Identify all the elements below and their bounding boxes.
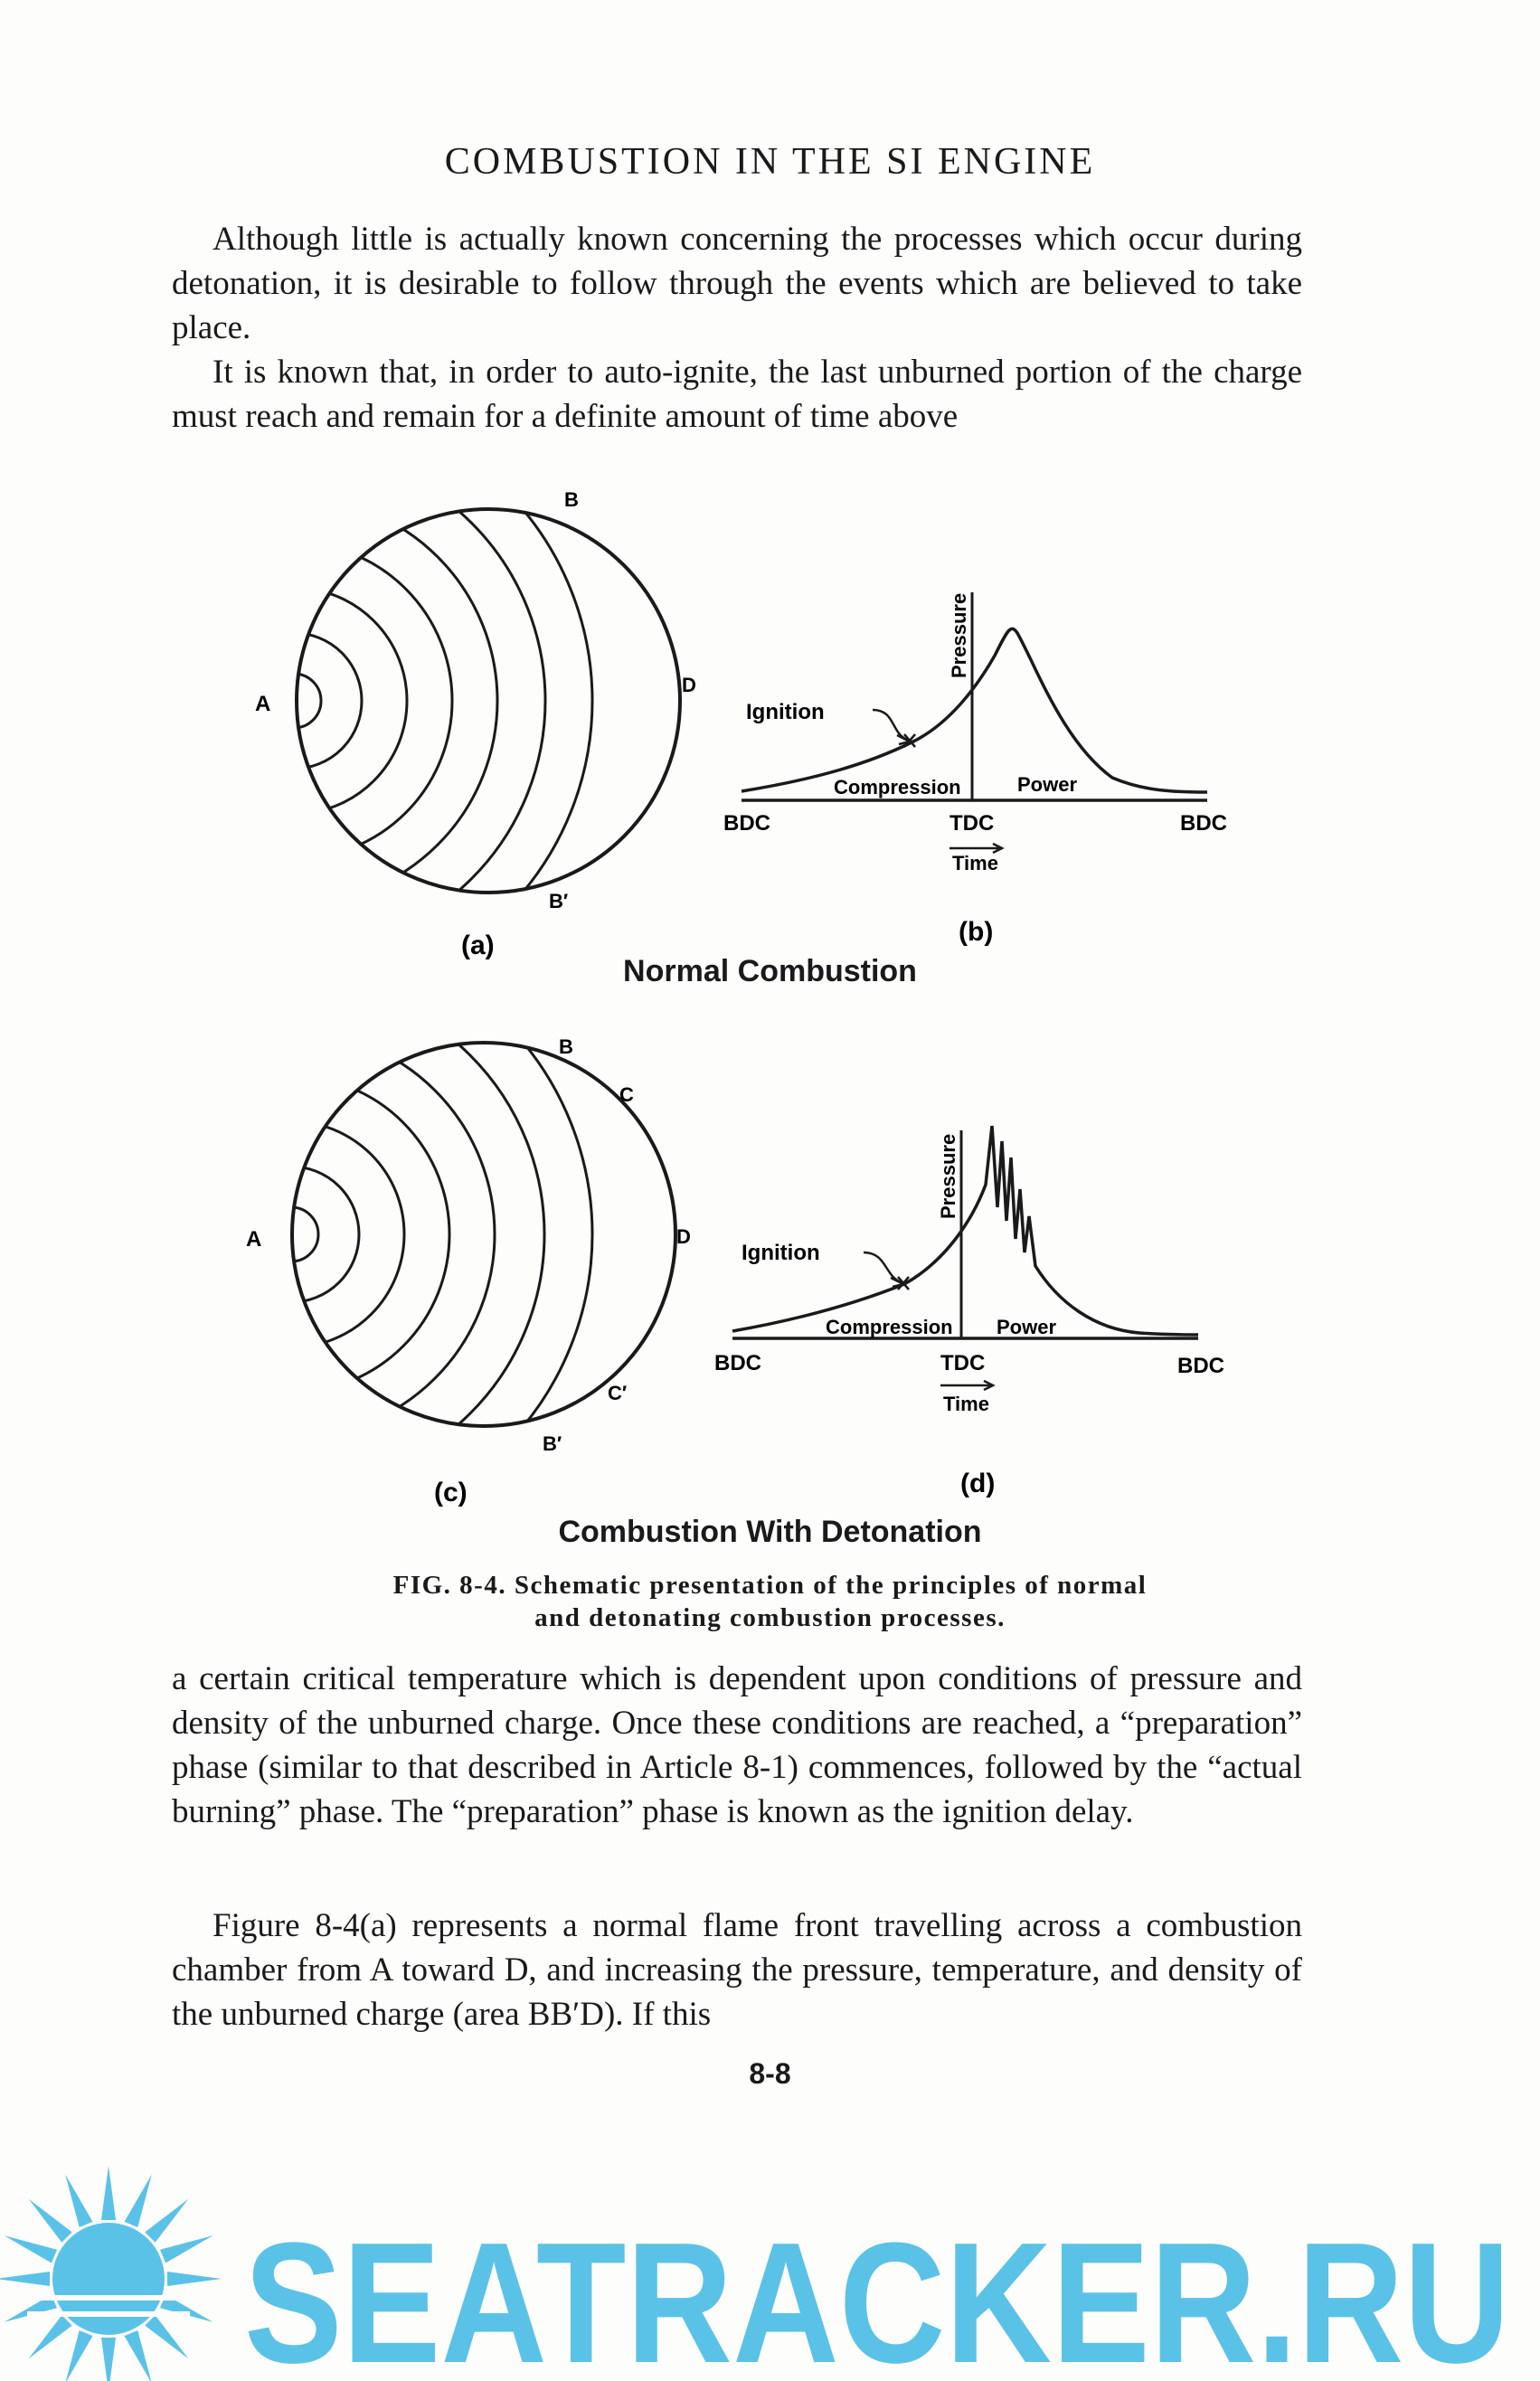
combustion-chamber-diagram-a: [0, 470, 723, 995]
point-cprime-label: C′: [608, 1382, 628, 1404]
combustion-chamber-diagram-c: [0, 1022, 758, 1528]
power-label-b: Power: [1017, 773, 1078, 796]
bdc-right-label-d: BDC: [1177, 1354, 1224, 1378]
point-d-label: D: [682, 674, 696, 696]
time-label-b: Time: [952, 852, 998, 874]
diagram-a-label: (a): [461, 931, 495, 960]
chamber-outline-a: [297, 509, 680, 893]
paragraph-3: a certain critical temperature which is dependent upon conditions of pressure and density of the unburned charge. Once these conditions are reached, a “preparation” phase (similar to that described in Article 8-1) commences, followed by the “actual burning” phase. The “preparation” phase is known as the ignition delay.: [172, 1660, 1302, 1830]
point-a-label: A: [255, 692, 271, 716]
point-bprime-label: B′: [549, 890, 569, 912]
point-c-label: C: [619, 1083, 634, 1106]
normal-combustion-title: Normal Combustion: [623, 954, 917, 988]
point-bprime-label-c: B′: [543, 1432, 562, 1455]
figure-caption: [0, 1569, 1540, 1634]
y-axis-label-b: Pressure: [948, 592, 970, 678]
paragraph-2: It is known that, in order to auto-ignite, the last unburned portion of the charge must reach and remain for a definite amount of time above: [172, 354, 1302, 435]
tdc-label-d: TDC: [940, 1351, 986, 1375]
graph-b-label: (b): [959, 917, 994, 947]
ignition-label-b: Ignition: [746, 700, 825, 724]
time-label-d: Time: [943, 1393, 989, 1415]
paragraph-1: Although little is actually known concerning the processes which occur during detonation, it is desirable to follow through the events which are believed to take place.: [172, 221, 1302, 346]
bdc-left-label-d: BDC: [714, 1351, 761, 1375]
graph-d-label: (d): [960, 1469, 996, 1498]
power-label-d: Power: [997, 1316, 1057, 1338]
point-d-label-c: D: [676, 1225, 691, 1248]
point-b-label-c: B: [559, 1035, 573, 1058]
figure-8-4-detonation: [0, 1022, 1540, 1528]
caption-line-1: FIG. 8-4. Schematic presentation of the principles of normal: [392, 1571, 1148, 1600]
sun-logo-icon: [0, 2166, 222, 2381]
chamber-outline-c: [292, 1043, 676, 1426]
running-header: COMBUSTION IN THE SI ENGINE: [444, 141, 1096, 183]
y-axis-label-d: Pressure: [937, 1133, 959, 1219]
figure-8-4-normal: [0, 470, 1540, 995]
paragraph-4: Figure 8-4(a) represents a normal flame front travelling across a combustion chamber from A toward D, and increasing the pressure, temperature, and density of the unburned charge (area BB′D). If this: [172, 1907, 1302, 2033]
watermark-banner: [0, 2152, 1540, 2381]
compression-label-b: Compression: [834, 776, 961, 798]
compression-label-d: Compression: [826, 1316, 953, 1338]
ignition-label-d: Ignition: [742, 1241, 820, 1265]
bdc-left-label-b: BDC: [723, 811, 770, 836]
caption-line-2: and detonating combustion processes.: [534, 1603, 1006, 1632]
bdc-right-label-b: BDC: [1180, 811, 1227, 836]
point-b-label: B: [564, 488, 579, 511]
diagram-c-label: (c): [434, 1478, 468, 1507]
tdc-label-b: TDC: [950, 811, 995, 836]
point-a-label-c: A: [246, 1227, 262, 1252]
page-number: 8-8: [749, 2057, 791, 2090]
watermark-text: SEATRACKER.RU: [244, 2207, 1510, 2381]
detonation-combustion-title: Combustion With Detonation: [558, 1515, 982, 1549]
